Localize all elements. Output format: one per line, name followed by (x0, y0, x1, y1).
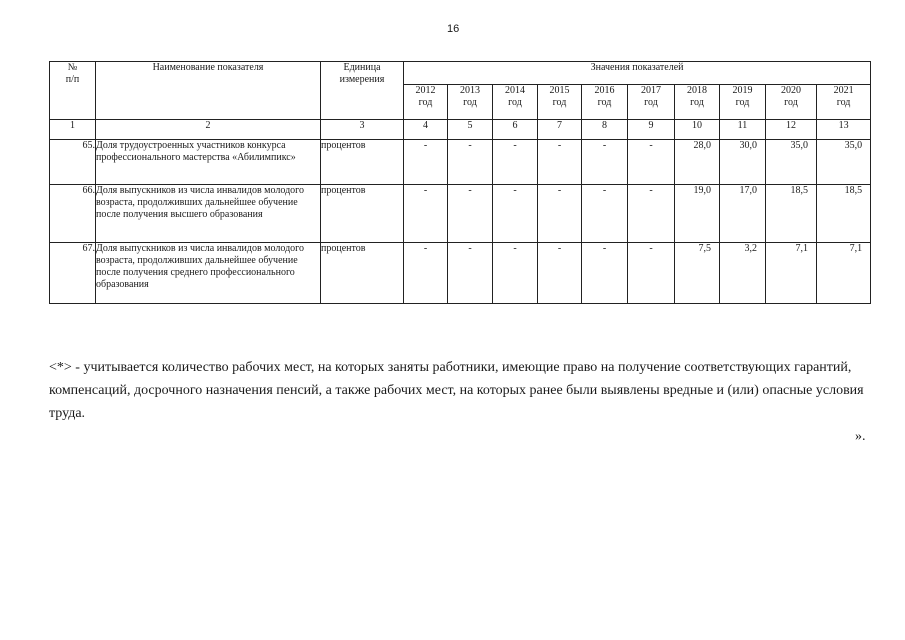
year-cell: 2019 год (720, 85, 766, 120)
column-number-cell: 13 (817, 120, 871, 140)
indicator-name: Доля выпускников из числа инвалидов молодого возраста, продолживших дальнейшее обучение после получения высшего образования (96, 185, 321, 243)
column-number-cell: 11 (720, 120, 766, 140)
column-number-cell: 10 (675, 120, 720, 140)
value-cell: - (404, 140, 448, 185)
closing-quote: ». (855, 429, 866, 444)
row-number: 66. (50, 185, 96, 243)
unit-cell: процентов (321, 185, 404, 243)
header-unit: Единица измерения (321, 62, 404, 120)
value-cell: 18,5 (766, 185, 817, 243)
column-number-cell: 3 (321, 120, 404, 140)
row-number: 67. (50, 243, 96, 304)
value-cell: - (628, 140, 675, 185)
value-cell: - (404, 243, 448, 304)
value-cell: 35,0 (766, 140, 817, 185)
value-cell: - (448, 140, 493, 185)
page-number: 16 (447, 23, 460, 35)
value-cell: 35,0 (817, 140, 871, 185)
value-cell: - (582, 140, 628, 185)
value-cell: - (582, 185, 628, 243)
column-number-cell: 5 (448, 120, 493, 140)
value-cell: 3,2 (720, 243, 766, 304)
column-number-cell: 8 (582, 120, 628, 140)
value-cell: 30,0 (720, 140, 766, 185)
value-cell: - (538, 140, 582, 185)
value-cell: - (493, 243, 538, 304)
indicators-table (49, 61, 871, 304)
year-cell: 2020 год (766, 85, 817, 120)
value-cell: - (538, 243, 582, 304)
value-cell: 19,0 (675, 185, 720, 243)
year-cell: 2021 год (817, 85, 871, 120)
column-number-cell: 4 (404, 120, 448, 140)
header-values: Значения показателей (404, 62, 871, 85)
column-number-cell: 12 (766, 120, 817, 140)
unit-cell: процентов (321, 140, 404, 185)
header-num: № п/п (50, 62, 96, 120)
column-number-cell: 6 (493, 120, 538, 140)
row-number: 65. (50, 140, 96, 185)
year-cell: 2016 год (582, 85, 628, 120)
value-cell: 7,1 (766, 243, 817, 304)
table-row (50, 243, 871, 304)
column-number-cell: 2 (96, 120, 321, 140)
year-cell: 2018 год (675, 85, 720, 120)
column-number-cell: 9 (628, 120, 675, 140)
column-number-cell: 1 (50, 120, 96, 140)
year-cell: 2017 год (628, 85, 675, 120)
year-cell: 2015 год (538, 85, 582, 120)
footnote: <*> - учитывается количество рабочих мест, на которых заняты работники, имеющие право на получение соответствующих гарантий, компенсаций, досрочного назначения пенсий, а также рабочих мест, на которых ранее были выявлены вредные и (или) опасные условия труда. (49, 360, 864, 421)
unit-cell: процентов (321, 243, 404, 304)
indicator-name: Доля выпускников из числа инвалидов молодого возраста, продолживших дальнейшее обучение после получения среднего профессионального образования (96, 243, 321, 304)
value-cell: - (448, 185, 493, 243)
table-row (50, 185, 871, 243)
value-cell: - (493, 140, 538, 185)
value-cell: - (582, 243, 628, 304)
header-row (50, 62, 871, 85)
column-number-cell: 7 (538, 120, 582, 140)
value-cell: - (493, 185, 538, 243)
header-name: Наименование показателя (96, 62, 321, 120)
value-cell: 28,0 (675, 140, 720, 185)
value-cell: - (538, 185, 582, 243)
value-cell: 7,5 (675, 243, 720, 304)
year-cell: 2012 год (404, 85, 448, 120)
column-number-row (50, 120, 871, 140)
value-cell: - (448, 243, 493, 304)
value-cell: - (404, 185, 448, 243)
indicator-name: Доля трудоустроенных участников конкурса профессионального мастерства «Абилимпикс» (96, 140, 321, 185)
value-cell: 17,0 (720, 185, 766, 243)
value-cell: - (628, 243, 675, 304)
value-cell: 7,1 (817, 243, 871, 304)
value-cell: - (628, 185, 675, 243)
year-cell: 2014 год (493, 85, 538, 120)
value-cell: 18,5 (817, 185, 871, 243)
year-cell: 2013 год (448, 85, 493, 120)
table-row (50, 140, 871, 185)
